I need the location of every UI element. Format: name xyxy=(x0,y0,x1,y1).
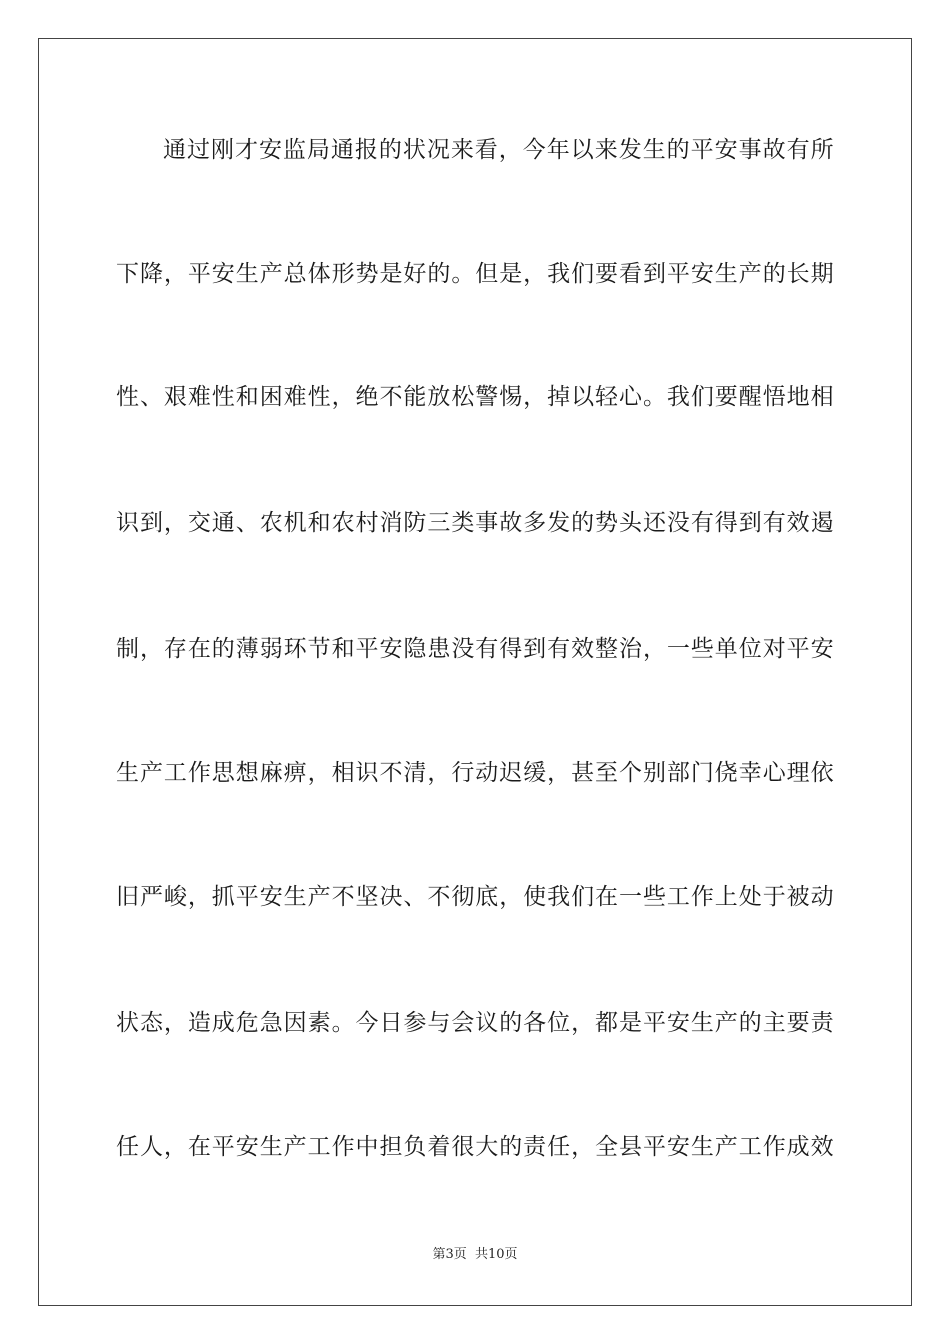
text-line: 通过刚才安监局通报的状况来看，今年以来发生的平安事故有所 xyxy=(163,137,834,163)
text-line: 性、艰难性和困难性，绝不能放松警惕，掉以轻心。我们要醒悟地相 xyxy=(116,384,834,410)
text-line: 生产工作思想麻痹，相识不清，行动迟缓，甚至个别部门侥幸心理依 xyxy=(116,760,834,786)
text-line: 状态，造成危急因素。今日参与会议的各位，都是平安生产的主要责 xyxy=(116,1010,834,1036)
page-border xyxy=(38,38,912,1306)
text-line: 识到，交通、农机和农村消防三类事故多发的势头还没有得到有效遏 xyxy=(116,510,834,536)
text-line: 任人，在平安生产工作中担负着很大的责任，全县平安生产工作成效 xyxy=(116,1134,834,1160)
page-number-footer: 第3页 共10页 xyxy=(432,1247,518,1262)
text-line: 旧严峻，抓平安生产不坚决、不彻底，使我们在一些工作上处于被动 xyxy=(116,884,834,910)
text-line: 下降，平安生产总体形势是好的。但是，我们要看到平安生产的长期 xyxy=(116,261,834,287)
text-line: 制，存在的薄弱环节和平安隐患没有得到有效整治，一些单位对平安 xyxy=(116,636,834,662)
